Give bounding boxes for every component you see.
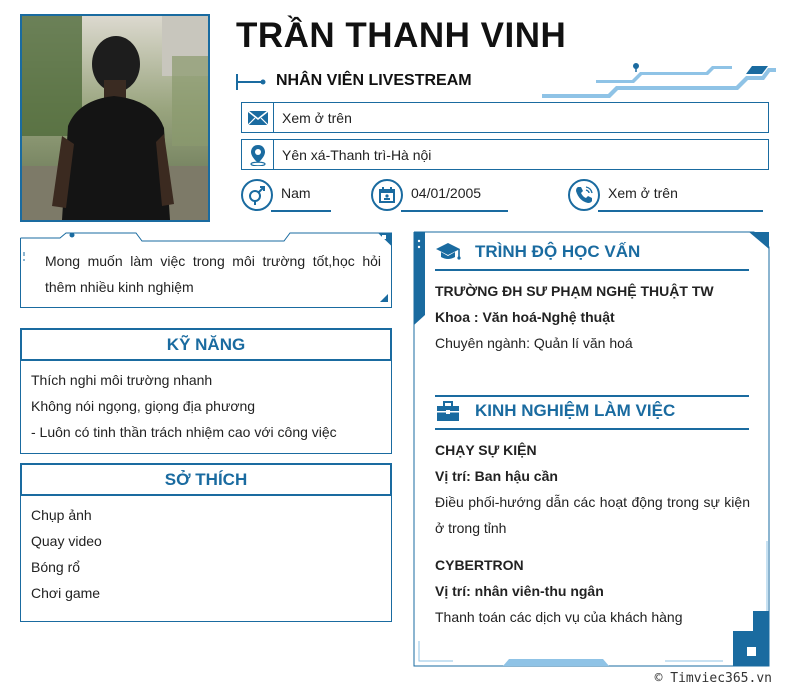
- faculty: Khoa : Văn hoá-Nghệ thuật: [435, 309, 615, 325]
- experience-job-2: [435, 552, 750, 630]
- objective-text: Mong muốn làm việc trong môi trường tốt,học hỏi thêm nhiều kinh nghiệm: [45, 253, 381, 295]
- phone-field: [568, 179, 764, 215]
- phone-value: Xem ở trên: [608, 185, 678, 201]
- birthday-field: [371, 179, 511, 215]
- address-value: Yên xá-Thanh trì-Hà nội: [282, 147, 432, 163]
- job-position: Vị trí: Ban hậu cần: [435, 468, 558, 484]
- graduation-cap-icon: [435, 240, 461, 264]
- candidate-name: TRẦN THANH VINH: [236, 16, 567, 55]
- hobbies-list: [31, 502, 102, 606]
- gender-field: [241, 179, 333, 215]
- job-title: NHÂN VIÊN LIVESTREAM: [276, 72, 472, 89]
- profile-photo: [20, 14, 210, 222]
- experience-job-1: [435, 437, 750, 541]
- hobby-item: Chơi game: [31, 585, 101, 601]
- school-name: TRƯỜNG ĐH SƯ PHẠM NGHỆ THUẬT TW: [435, 283, 714, 299]
- major: Chuyên ngành: Quản lí văn hoá: [435, 335, 633, 351]
- header-decoration: [536, 58, 776, 100]
- job-description: Điều phối-hướng dẫn các hoạt động trong sự kiện ở trong tỉnh: [435, 494, 750, 536]
- hobby-item: Bóng rổ: [31, 559, 81, 575]
- birthday-value: 04/01/2005: [411, 185, 482, 201]
- gender-value: Nam: [281, 185, 311, 201]
- education-title: TRÌNH ĐỘ HỌC VẤN: [475, 242, 641, 261]
- map-pin-icon: [242, 140, 274, 169]
- education-content: [435, 278, 750, 356]
- skill-item: - Luôn có tinh thần trách nhiệm cao với công việc: [31, 424, 337, 440]
- experience-heading: [435, 392, 749, 430]
- skills-heading: KỸ NĂNG: [20, 328, 392, 361]
- skills-list: [31, 367, 337, 445]
- email-field: [241, 102, 769, 133]
- hobbies-heading: SỞ THÍCH: [20, 463, 392, 496]
- calendar-icon: [371, 179, 403, 211]
- phone-icon: [568, 179, 600, 211]
- skill-item: Không nói ngọng, giọng địa phương: [31, 398, 256, 414]
- briefcase-icon: [435, 399, 461, 423]
- email-value: Xem ở trên: [282, 110, 352, 126]
- job-position: Vị trí: nhân viên-thu ngân: [435, 583, 604, 599]
- title-decoration: [236, 72, 266, 92]
- address-field: [241, 139, 769, 170]
- experience-title: KINH NGHIỆM LÀM VIỆC: [475, 401, 676, 420]
- hobby-item: Chụp ảnh: [31, 507, 92, 523]
- footer-credit: © Timviec365.vn: [654, 671, 772, 686]
- hobby-item: Quay video: [31, 533, 102, 549]
- job-description: Thanh toán các dịch vụ của khách hàng: [435, 609, 683, 625]
- company-name: CYBERTRON: [435, 557, 524, 573]
- envelope-icon: [242, 103, 274, 132]
- skill-item: Thích nghi môi trường nhanh: [31, 372, 213, 388]
- education-heading: [435, 233, 749, 271]
- company-name: CHẠY SỰ KIỆN: [435, 442, 537, 458]
- gender-icon: [241, 179, 273, 211]
